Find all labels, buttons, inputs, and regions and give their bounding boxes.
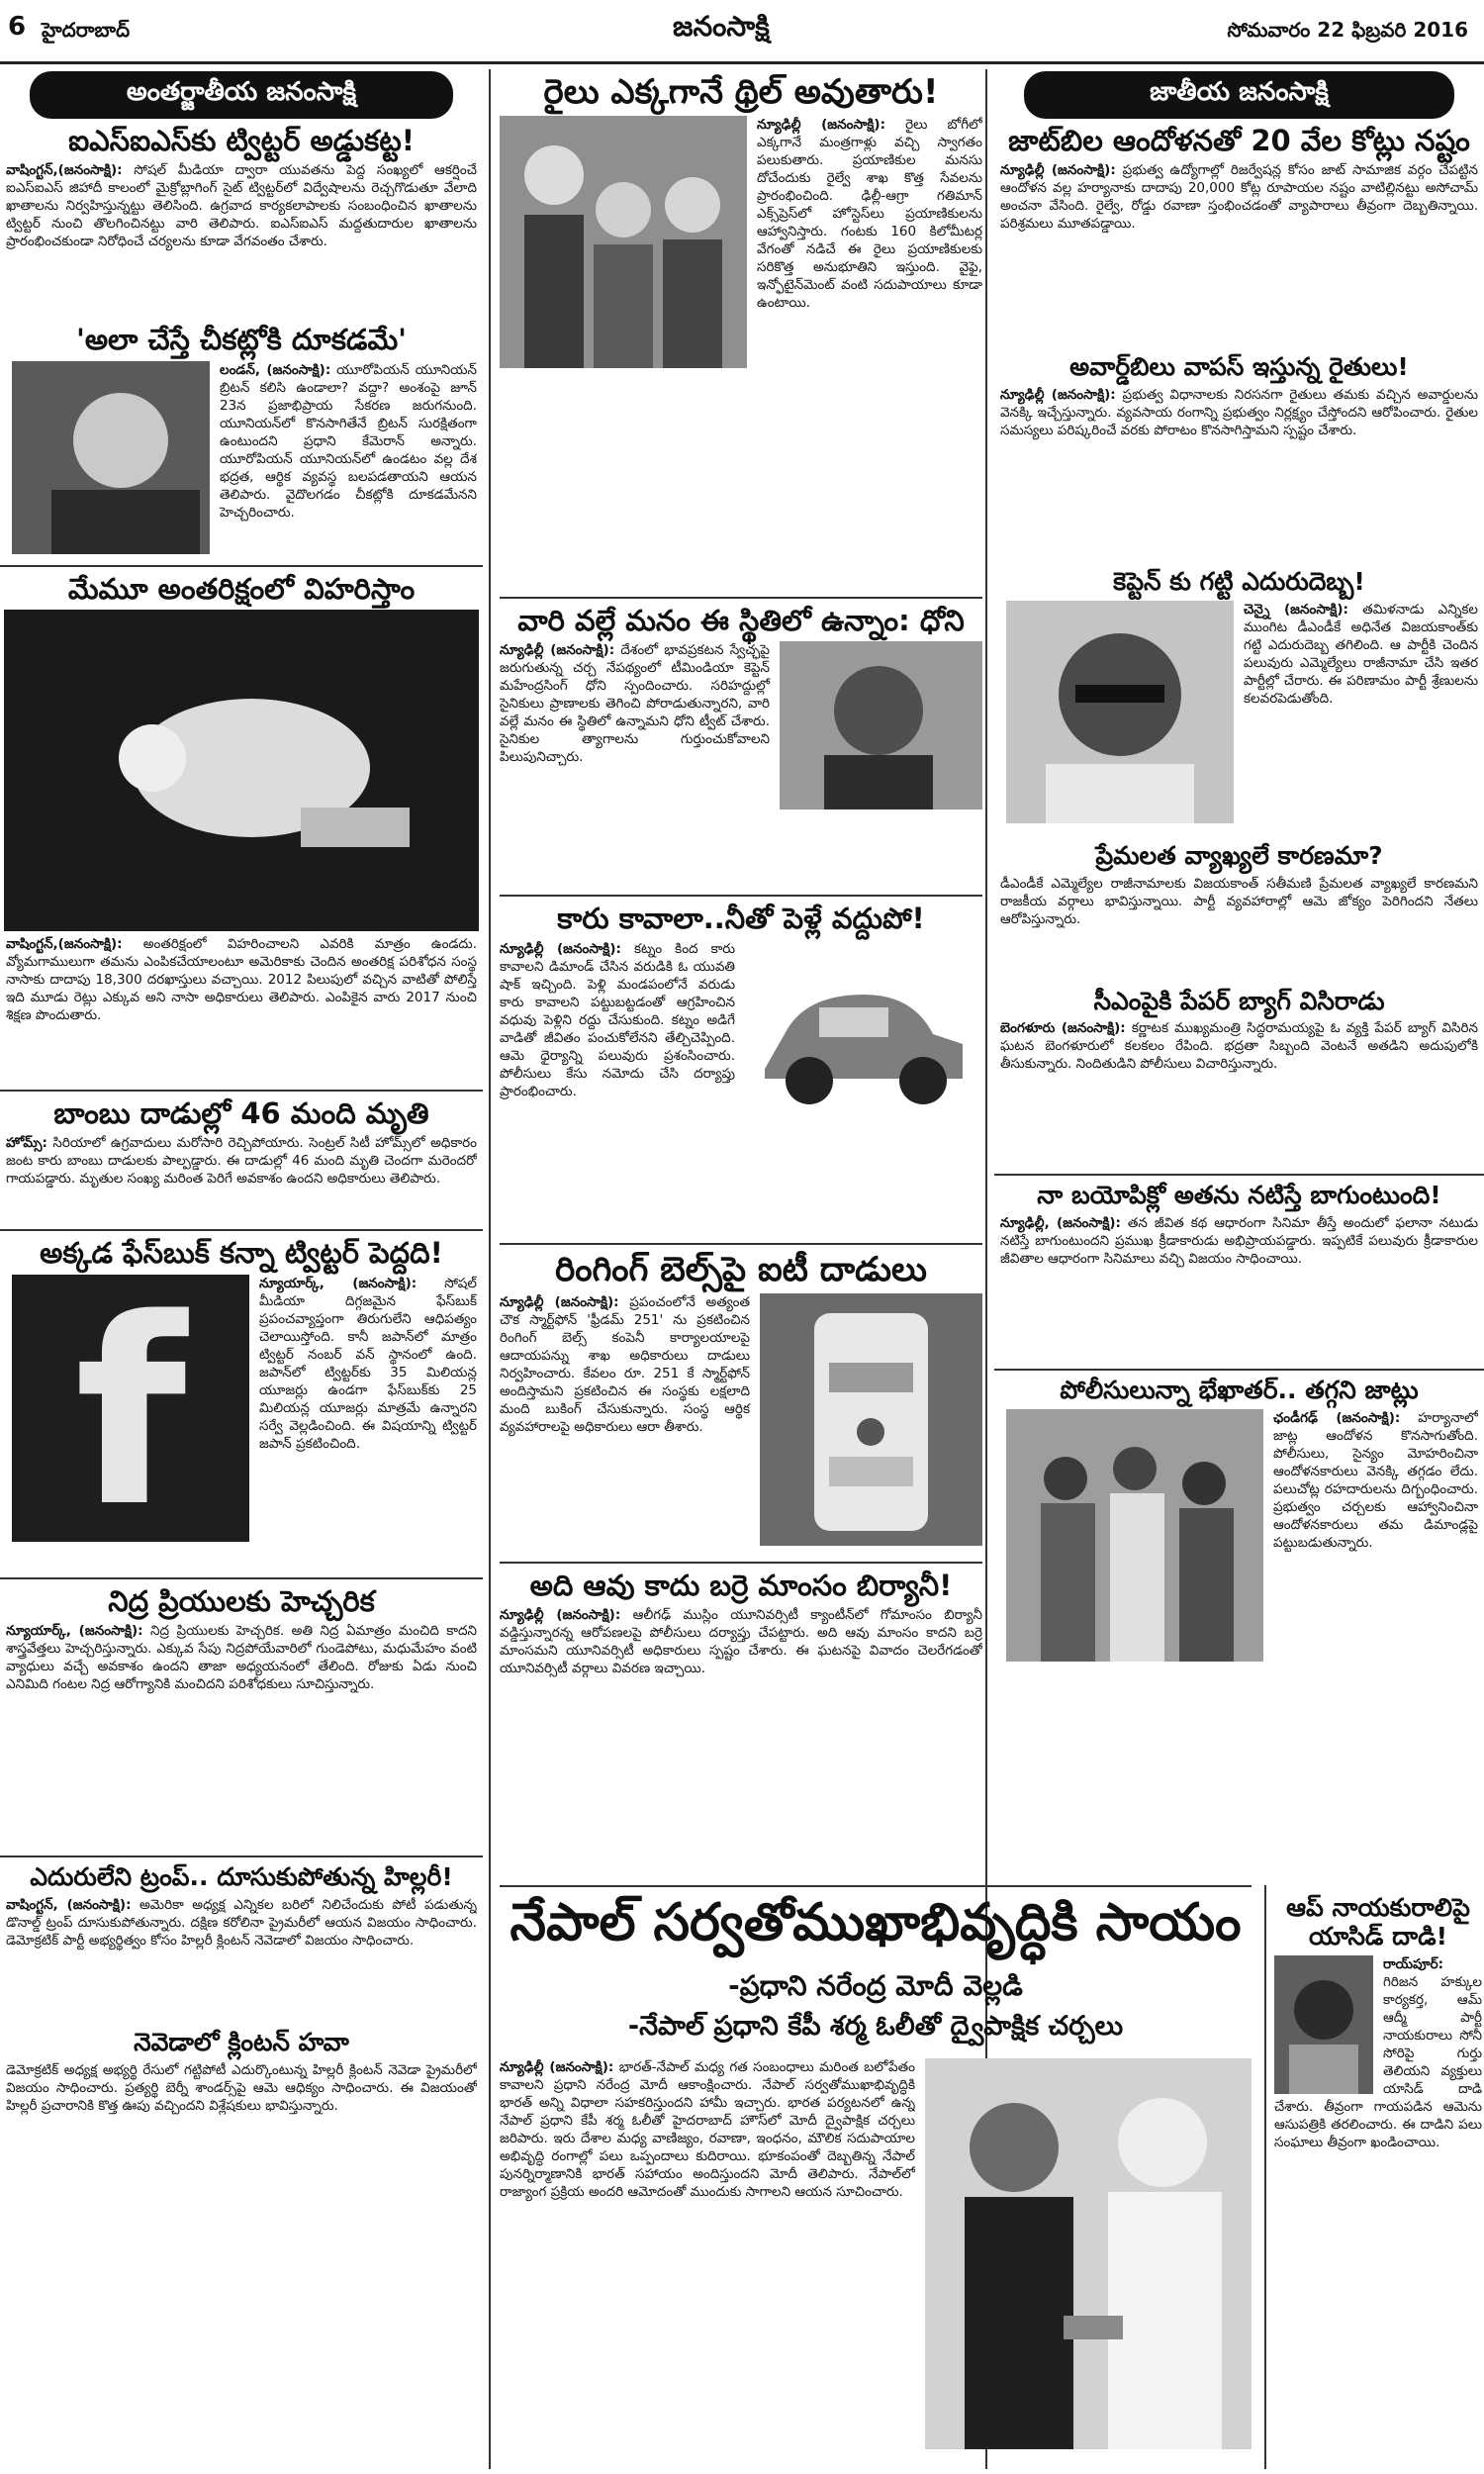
headline-space: మేమూ అంతరిక్షంలో విహరిస్తాం (67, 571, 416, 606)
article-text: సోషల్ మీడియా దిగ్గజమైన ఫేస్‌బుక్ ప్రపంచవ్యాప్తంగా తిరుగులేని ఆధిపత్యం చెలాయిస్తోంది. కానీ జపాన్‌లో మాత్రం ట్విట్టర్ నంబర్ వన్ స్థానంలో ఉంది. జపాన్‌లో ట్విట్టర్‌కు 35 మిలియన్ల యూజర్లు ఉండగా ఫేస్‌బుక్‌కు 25 మిలియన్ల యూజర్లు మాత్రమే ఉన్నారని సర్వే వెల్లడించింది. ఈ విషయాన్ని ట్విట్టర్ జపాన్ ప్రకటించింది. (259, 1275, 477, 1452)
article-text: ప్రభుత్వ ఉద్యోగాల్లో రిజర్వేషన్ల కోసం జాట్ సామాజిక వర్గం చేపట్టిన ఆందోళన వల్ల హర్యానాకు దాదాపు 20,000 కోట్ల రూపాయల నష్టం వాటిల్లినట్టు అసోచామ్ అంచనా వేసింది. రైల్వే, రోడ్డు రవాణా స్తంభించడంతో వ్యాపారాలు తీవ్రంగా దెబ్బతిన్నాయి. పరిశ్రమలు మూతపడ్డాయి. (1000, 162, 1478, 233)
dhoni-illustration (780, 641, 982, 809)
article-facebook (6, 1275, 477, 1571)
article-text: భారత్-నేపాల్ మధ్య గత సంబంధాలు మరింత బలోపేతం కావాలని ప్రధాని నరేంద్ర మోదీ ఆకాంక్షించారు. నేపాల్ సర్వతోముఖాభివృద్ధికి భారత్ అన్ని విధాలా సహకరిస్తుందని హామీ ఇచ్చారు. భారత పర్యటనలో ఉన్న నేపాల్ ప్రధాని కేపీ శర్మ ఓలీతో హైదరాబాద్ హౌస్‌లో మోదీ ద్వైపాక్షిక చర్చలు జరిపారు. ఇరు దేశాల మధ్య వాణిజ్యం, రవాణా, ఇంధనం, మౌలిక సదుపాయాల అభివృద్ధి రంగాల్లో పలు ఒప్పందాలు కుదిరాయి. భూకంపంతో దెబ్బతిన్న నేపాల్ పునర్నిర్మాణానికి భారత్ సహాయం అందిస్తుందని మోదీ తెలిపారు. నేపాల్‌లో రాజ్యాంగ ప్రక్రియ అందరి ఆమోదంతో ముందుకు సాగాలని ఆయన సూచించారు. (500, 2059, 915, 2200)
article-nevada (6, 2061, 477, 2220)
article-captain (1000, 601, 1478, 838)
article-uk-eu (6, 361, 477, 559)
modi-oli-photo (925, 2058, 1252, 2449)
international-column (0, 69, 483, 2469)
headline-biryani: అది ఆవు కాదు బర్రె మాంసం బిర్యానీ! (529, 1568, 953, 1602)
soni-sori-photo (1274, 1955, 1373, 2094)
phone-icon (760, 1293, 982, 1546)
edition-city: హైదరాబాద్ (42, 18, 131, 42)
dateline: బెంగళూరు (జనంసాక్షి): (1000, 1020, 1126, 1037)
article-text: రైలు బోగీలో ఎక్కగానే మంత్రగాళ్లు వచ్చి స్వాగతం పలుకుతారు. ప్రయాణికుల మనసు దోచేందుకు రైల్వే శాఖ కొత్త సేవలను ప్రారంభించింది. ఢిల్లీ-ఆగ్రా గతిమాన్ ఎక్స్‌ప్రెస్‌లో హోస్టెస్‌లు ప్రయాణికులను ఆహ్వానిస్తారు. గంటకు 160 కిలోమీటర్ల వేగంతో నడిచే ఈ రైలు ప్రయాణికులకు సరికొత్త అనుభూతిని ఇస్తుంది. వైఫై, ఇన్ఫోటైన్‌మెంట్ వంటి సదుపాయాలు కూడా ఉంటాయి. (757, 117, 982, 312)
headline-awards: అవార్డ్‌బిలు వాపస్ ఇస్తున్న రైతులు! (1069, 352, 1409, 382)
issue-date: సోమవారం 22 ఫిబ్రవరి 2016 (1227, 18, 1468, 42)
svg-text:f: f (74, 1274, 187, 1542)
dateline: చెన్నై (జనంసాక్షి): (1244, 601, 1348, 618)
train-hostess-photo (500, 116, 747, 368)
headline-biopic: నా బయోపిక్లో అతను నటిస్తే బాగుంటుంది! (1037, 1181, 1441, 1210)
cameron-photo (12, 361, 210, 554)
headline-facebook: అక్కడ ఫేస్‌బుక్ కన్నా ట్విట్టర్ పెద్దది! (40, 1236, 443, 1271)
article-biopic (1000, 1214, 1478, 1363)
article-jat-loss (1000, 161, 1478, 349)
dateline: న్యూఢిల్లీ, (జనంసాక్షి): (1000, 1215, 1121, 1232)
article-sleep (6, 1622, 477, 1850)
headline-premalatha: ప్రేమలత వ్యాఖ్యలే కారణమా? (1095, 840, 1383, 870)
article-text: తమిళనాడు ఎన్నికల ముంగిట డీఎండీకే అధినేత విజయకాంత్‌కు గట్టి ఎదురుదెబ్బ తగిలింది. ఆ పార్టీకి చెందిన పలువురు ఎమ్మెల్యేలు రాజీనామా చేసి ఇతర పార్టీల్లో చేరారు. ఈ పరిణామం పార్టీ శ్రేణులను కలవరపెడుతోంది. (1244, 601, 1478, 707)
separator (0, 565, 483, 567)
headline-bomb: బాంబు దాడుల్లో 46 మంది మృతి (53, 1096, 429, 1131)
dateline: న్యూయార్క్, (జనంసాక్షి): (6, 1623, 143, 1640)
car-photo (745, 940, 982, 1138)
article-text: ప్రపంచంలోనే అత్యంత చౌక స్మార్ట్‌ఫోన్ 'ఫ్రీడమ్ 251' ను ప్రకటించిన రింగింగ్ బెల్స్ కంపెనీ కార్యాలయాలపై ఆదాయపన్ను శాఖ అధికారులు దాడులు నిర్వహించారు. కేవలం రూ. 251 కే స్మార్ట్‌ఫోన్ అందిస్తామని ప్రకటించిన ఈ సంస్థకు లక్షలాది మంది బుకింగ్ చేసుకున్నారు. సంస్థ ఆర్థిక వ్యవహారాలపై అధికారులు ఆరా తీశారు. (500, 1293, 750, 1435)
vijayakanth-photo (1006, 601, 1234, 823)
dateline: న్యూఢిల్లీ (జనంసాక్షి): (1000, 387, 1116, 404)
article-text: యూరోపియన్ యూనియన్ బ్రిటన్ కలిసి ఉండాలా? వద్దా? అంశంపై జూన్ 23న ప్రజాభిప్రాయ సేకరణ జరుగనుంది. యూనియన్‌లో కొనసాగితేనే బ్రిటన్ సురక్షితంగా ఉంటుందని ప్రధాని కేమెరాన్ అన్నారు. యూరోపియన్ యూనియన్‌లో ఉండటం వల్ల దేశ భద్రత, ఆర్థిక వ్యవస్థ బలపడతాయని ఆయన తెలిపారు. వైదొలగడం చీకట్లోకి దూకడమేనని హెచ్చరించారు. (220, 361, 477, 521)
dateline: ఛండీగఢ్ (జనంసాక్షి): (1273, 1409, 1401, 1426)
headline-nevada: నెవెడాలో క్లింటన్ హవా (134, 2027, 349, 2056)
article-jat-police (1000, 1409, 1478, 1676)
separator (994, 1369, 1484, 1371)
article-paper-bag (1000, 1019, 1478, 1168)
column-rule (1264, 1885, 1266, 2469)
article-text: దేశంలో భావప్రకటన స్వేచ్ఛపై జరుగుతున్న చర్చ నేపథ్యంలో టీమిండియా కెప్టెన్ మహేంద్రసింగ్ ధోని స్పందించారు. సరిహద్దుల్లో సైనికులు ప్రాణాలకు తెగించి పోరాడుతున్నారని, వారి వల్లే మనం ఈ స్థితిలో ఉన్నామని ధోని ట్వీట్ చేశారు. సైనికుల త్యాగాలను గుర్తుంచుకోవాలని పిలుపునిచ్చారు. (500, 642, 770, 766)
separator (500, 1562, 982, 1564)
article-text: కట్నం కింద కారు కావాలని డిమాండ్ చేసిన వరుడికి ఓ యువతి షాక్ ఇచ్చింది. పెళ్లి మండపంలోనే వరుడు కారు కావాలని పట్టుబట్టడంతో ఆగ్రహించిన వధువు పెళ్లిని రద్దు చేసుకుంది. కట్నం అడిగే వాడితో జీవితం పంచుకోలేనని తేల్చిచెప్పింది. ఆమె ధైర్యాన్ని పలువురు ప్రశంసించారు. పోలీసులు కేసు నమోదు చేసి దర్యాప్తు ప్రారంభించారు. (500, 940, 735, 1099)
article-text: అమెరికా అధ్యక్ష ఎన్నికల బరిలో నిలిచేందుకు పోటీ పడుతున్న డొనాల్డ్ ట్రంప్ దూసుకుపోతున్నారు. దక్షిణ కరోలినా ప్రైమరీలో ఆయన విజయం సాధించారు. డెమోక్రటిక్ పార్టీ అభ్యర్థిత్వం కోసం హిల్లరీ క్లింటన్ నెవెడాలో విజయం సాధించారు. (6, 1896, 477, 1949)
dateline: న్యూఢిల్లీ (జనంసాక్షి): (1000, 162, 1116, 179)
headline-isis-twitter: ఐఎస్ఐఎస్‌కు ట్విట్టర్ అడ్డుకట్ట! (68, 124, 415, 157)
vijayakanth-illustration (1006, 601, 1234, 823)
article-ringing-bells (500, 1293, 982, 1556)
headline-ringing-bells: రింగింగ్ బెల్స్‌పై ఐటీ దాడులు (555, 1249, 927, 1289)
dateline: రాయ్‌పూర్: (1383, 1955, 1444, 1972)
headline-paper-bag: సీఎంపైకి పేపర్ బ్యాగ్ విసిరాడు (1093, 986, 1385, 1015)
article-text: సోషల్ మీడియా ద్వారా యువతను పెద్ద సంఖ్యలో ఆకర్షించే ఐఎస్ఐఎస్ జిహాదీ కాలంలో మైక్రోబ్లాగింగ్ సైట్ ట్విట్టర్‌లో విద్వేషాలను రెచ్చగొడుతూ వేలాది ఖాతాలను నిర్వహిస్తున్నట్టు తెలిసింది. ఉగ్రవాద కార్యకలాపాలకు సంబంధించిన ఖాతాలను ట్విట్టర్ నుంచి తొలగించినట్టు వారి తెలిపారు. ఐఎస్ఐఎస్ మద్దతుదారుల ఖాతాలను ప్రారంభించకుండా నిరోధించే చర్యలను కూడా వేగవంతం చేశారు. (6, 162, 477, 250)
section-banner-national: జాతీయ జనంసాక్షి (1024, 71, 1454, 119)
article-text: డెమోక్రటిక్ అధ్యక్ష అభ్యర్థి రేసులో గట్టిపోటీ ఎదుర్కొంటున్న హిల్లరీ క్లింటన్ నెవెడా ప్రైమరీలో విజయం సాధించారు. ప్రత్యర్థి బెర్నీ శాండర్స్‌పై ఆమె ఆధిక్యం సాధించారు. ఈ విజయంతో హిల్లరీ ప్రచారానికి కొత్త ఊపు వచ్చిందని విశ్లేషకులు భావిస్తున్నారు. (6, 2061, 477, 2114)
article-text: అంతరిక్షంలో విహరించాలని ఎవరికి మాత్రం ఉండదు. వ్యోమగాములుగా తమను ఎంపికచేయాలంటూ అమెరికాకు చెందిన అంతరిక్ష పరిశోధన సంస్థ నాసాకు దాదాపు 18,300 దరఖాస్తులు వచ్చాయి. 2012 పిలుపులో వచ్చిన వాటితో పోలిస్తే ఇది మూడు రెట్లు ఎక్కువ అని నాసా అధికారులు తెలిపారు. ఎంపికైన వారు 2017 నుంచి శిక్షణ పొందుతారు. (6, 936, 477, 1024)
lead-article (500, 2058, 1252, 2464)
article-text: హర్యానాలో జాట్ల ఆందోళన కొనసాగుతోంది. పోలీసులు, సైన్యం మోహరించినా ఆందోళనకారులు వెనక్కి తగ్గడం లేదు. పలుచోట్ల రహదారులను దిగ్బంధించారు. ప్రభుత్వం చర్చలకు ఆహ్వానించినా ఆందోళనకారులు తమ డిమాండ్లపై పట్టుబడుతున్నారు. (1273, 1409, 1478, 1551)
masthead (0, 0, 1484, 64)
article-text: ప్రభుత్వ విధానాలకు నిరసనగా రైతులు తమకు వచ్చిన అవార్డులను వెనక్కి ఇచ్చేస్తున్నారు. వ్యవసాయ రంగాన్ని ప్రభుత్వం నిర్లక్ష్యం చేస్తోందని ఆరోపించారు. రైతుల సమస్యలు పరిష్కరించే వరకు పోరాటం కొనసాగిస్తామని స్పష్టం చేశారు. (1000, 387, 1478, 439)
newspaper-brand: జనంసాక్షి (673, 10, 770, 43)
article-isis-twitter (6, 161, 477, 320)
handshake-illustration (925, 2058, 1252, 2449)
article-text: కర్ణాటక ముఖ్యమంత్రి సిద్ధరామయ్యపై ఓ వ్యక్తి పేపర్ బ్యాగ్ విసిరిన ఘటన బెంగళూరులో కలకలం రేపింది. భద్రతా సిబ్బంది వెంటనే అతడిని అదుపులోకి తీసుకున్నారు. నిందితుడిని పోలీసులు విచారిస్తున్నారు. (1000, 1020, 1478, 1073)
facebook-icon (12, 1275, 249, 1542)
article-dhoni (500, 641, 982, 889)
article-bomb (6, 1134, 477, 1223)
facebook-logo-photo (12, 1275, 249, 1542)
dateline: న్యూఢిల్లీ (జనంసాక్షి): (500, 940, 621, 957)
headline-train: రైలు ఎక్కగానే థ్రిల్ అవుతారు! (543, 72, 939, 112)
headline-captain: కెప్టెన్ కు గట్టి ఎదురుదెబ్బ! (1113, 567, 1365, 597)
separator (0, 1090, 483, 1092)
astronaut-illustration (4, 610, 479, 931)
lead-subheadline-1: -ప్రధాని నరేంద్ర మోదీ వెల్లడి (728, 1969, 1023, 2002)
article-premalatha (1000, 875, 1478, 984)
article-train (500, 116, 982, 591)
article-text: తన జీవిత కథ ఆధారంగా సినిమా తీస్తే అందులో ఫలానా నటుడు నటిస్తే బాగుంటుందని ప్రముఖ క్రీడాకారుడు అభిప్రాయపడ్డారు. ఇప్పటికే పలువురు క్రీడాకారుల జీవితాల ఆధారంగా సినిమాలు వచ్చి విజయం సాధించాయి. (1000, 1215, 1478, 1268)
separator (0, 1229, 483, 1231)
article-text: గిరిజన హక్కుల కార్యకర్త, ఆమ్ ఆద్మీ పార్టీ నాయకురాలు సోనీ సోరిపై గుర్తు తెలియని వ్యక్తులు యాసిడ్ దాడి చేశారు. తీవ్రంగా గాయపడిన ఆమెను ఆసుపత్రికి తరలించారు. ఈ దాడిని పలు సంఘాలు తీవ్రంగా ఖండించాయి. (1274, 1973, 1482, 2150)
dateline: వాషింగ్టన్,(జనంసాక్షి): (6, 162, 123, 179)
headline-jat-loss: జాట్‌బిల ఆందోళనతో 20 వేల కోట్లు నష్టం (1008, 124, 1470, 157)
acid-attack-story (1274, 1890, 1482, 2421)
separator (500, 597, 982, 599)
article-awards (1000, 386, 1478, 564)
headline-uk-eu: 'అలా చేస్తే చీకట్లోకి దూకడమే' (75, 323, 408, 357)
dateline: న్యూయార్క్, (జనంసాక్షి): (259, 1275, 417, 1291)
dateline: న్యూఢిల్లీ (జనంసాక్షి): (757, 117, 885, 134)
headline-dhoni: వారి వల్లే మనం ఈ స్థితిలో ఉన్నాం: ధోని (517, 604, 965, 638)
middle-column (500, 69, 982, 1885)
headline-trump: ఎదురులేని ట్రంప్.. దూసుకుపోతున్న హిల్లరీ! (30, 1862, 453, 1892)
article-text: ఆలీగఢ్ ముస్లిం యూనివర్సిటీ క్యాంటీన్‌లో గోమాంసం బిర్యానీ వడ్డిస్తున్నారన్న ఆరోపణలపై పోలీసులు దర్యాప్తు చేపట్టారు. అది ఆవు మాంసం కాదని బర్రె మాంసమని యూనివర్సిటీ అధికారులు స్పష్టం చేశారు. ఈ ఘటనపై వివాదం చెలరేగడంతో యూనివర్సిటీ వర్గాలు వివరణ ఇచ్చాయి. (500, 1607, 982, 1677)
article-car (500, 940, 982, 1237)
dateline: న్యూఢిల్లీ (జనంసాక్షి): (500, 1293, 619, 1310)
protest-illustration (1006, 1409, 1263, 1662)
section-banner-international: అంతర్జాతీయ జనంసాక్షి (30, 71, 453, 119)
dateline: వాషింగ్టన్,(జనంసాక్షి): (6, 936, 123, 953)
astronaut-photo (4, 610, 479, 931)
freedom-phone-photo (760, 1293, 982, 1546)
lead-headline: నేపాల్ సర్వతోముఖాభివృద్ధికి సాయం (510, 1893, 1242, 1952)
separator (0, 1856, 483, 1857)
article-text: నిద్ర ప్రియులకు హెచ్చరిక. అతి నిద్ర ఏమాత్రం మంచిది కాదని శాస్త్రవేత్తలు హెచ్చరిస్తున్నారు. ఎక్కువ సేపు నిద్రపోయేవారిలో గుండెపోటు, మధుమేహం వంటి వ్యాధులు వచ్చే అవకాశం ఉందని తాజా అధ్యయనంలో తేలింది. రోజుకు ఏడు నుంచి ఎనిమిది గంటల నిద్ర ఆరోగ్యానికి మంచిదని పరిశోధకులు సూచిస్తున్నారు. (6, 1623, 477, 1693)
article-acid-attack (1274, 1955, 1482, 2421)
separator (500, 1243, 982, 1245)
article-biryani (500, 1606, 982, 1784)
headline-acid-attack: ఆప్ నాయకురాలిపై యాసిడ్ దాడి! (1286, 1893, 1470, 1951)
jat-protest-photo (1006, 1409, 1263, 1662)
lead-subheadline-2: -నేపాల్ ప్రధాని కేపీ శర్మ ఓలీతో ద్వైపాక్షిక చర్చలు (627, 2011, 1124, 2042)
article-space (6, 935, 477, 1084)
dateline: న్యూఢిల్లీ (జనంసాక్షి): (500, 2059, 614, 2075)
separator (0, 1577, 483, 1579)
separator (500, 895, 982, 897)
column-rule (489, 69, 491, 2469)
dateline: న్యూఢిల్లీ (జనంసాక్షి): (500, 642, 615, 659)
headline-car: కారు కావాలా..నీతో పెళ్లే వద్దుపో! (557, 902, 925, 936)
article-trump (6, 1896, 477, 2025)
portrait-illustration (1274, 1955, 1373, 2094)
dateline: హోమ్స్: (6, 1135, 47, 1152)
dateline: లండన్, (జనంసాక్షి): (220, 361, 331, 378)
page-number: 6 (8, 12, 27, 42)
article-text: డీఎండీకే ఎమ్మెల్యేల రాజీనామాలకు విజయకాంత్ సతీమణి ప్రేమలత వ్యాఖ్యలే కారణమని రాజకీయ వర్గాలు భావిస్తున్నాయి. పార్టీ వ్యవహారాల్లో ఆమె జోక్యం పెరిగిందని నేతలు ఆరోపిస్తున్నారు. (1000, 875, 1478, 927)
hostess-illustration (500, 116, 747, 368)
article-text: సిరియాలో ఉగ్రవాదులు మరోసారి రెచ్చిపోయారు. సెంట్రల్ సిటీ హోమ్స్‌లో అధికారం జంట కారు బాంబు దాడులకు పాల్పడ్డారు. ఈ దాడుల్లో 46 మంది మృతి చెందగా మరెందరో గాయపడ్డారు. మృతుల సంఖ్య మరింత పెరిగే అవకాశం ఉందని అధికారులు తెలిపారు. (6, 1135, 477, 1188)
headline-sleep: నిద్ర ప్రియులకు హెచ్చరిక (108, 1583, 375, 1618)
dateline: వాషింగ్టన్, (జనంసాక్షి): (6, 1896, 132, 1913)
national-column (994, 69, 1484, 1885)
dateline: న్యూఢిల్లీ (జనంసాక్షి): (500, 1607, 621, 1624)
portrait-illustration (12, 361, 210, 554)
dhoni-photo (780, 641, 982, 809)
car-icon (745, 940, 982, 1138)
separator (994, 1174, 1484, 1176)
lead-rule (500, 1885, 1252, 1887)
headline-jat-police: పోలీసులున్నా భేఖాతర్.. తగ్గని జాట్లు (1060, 1376, 1419, 1405)
